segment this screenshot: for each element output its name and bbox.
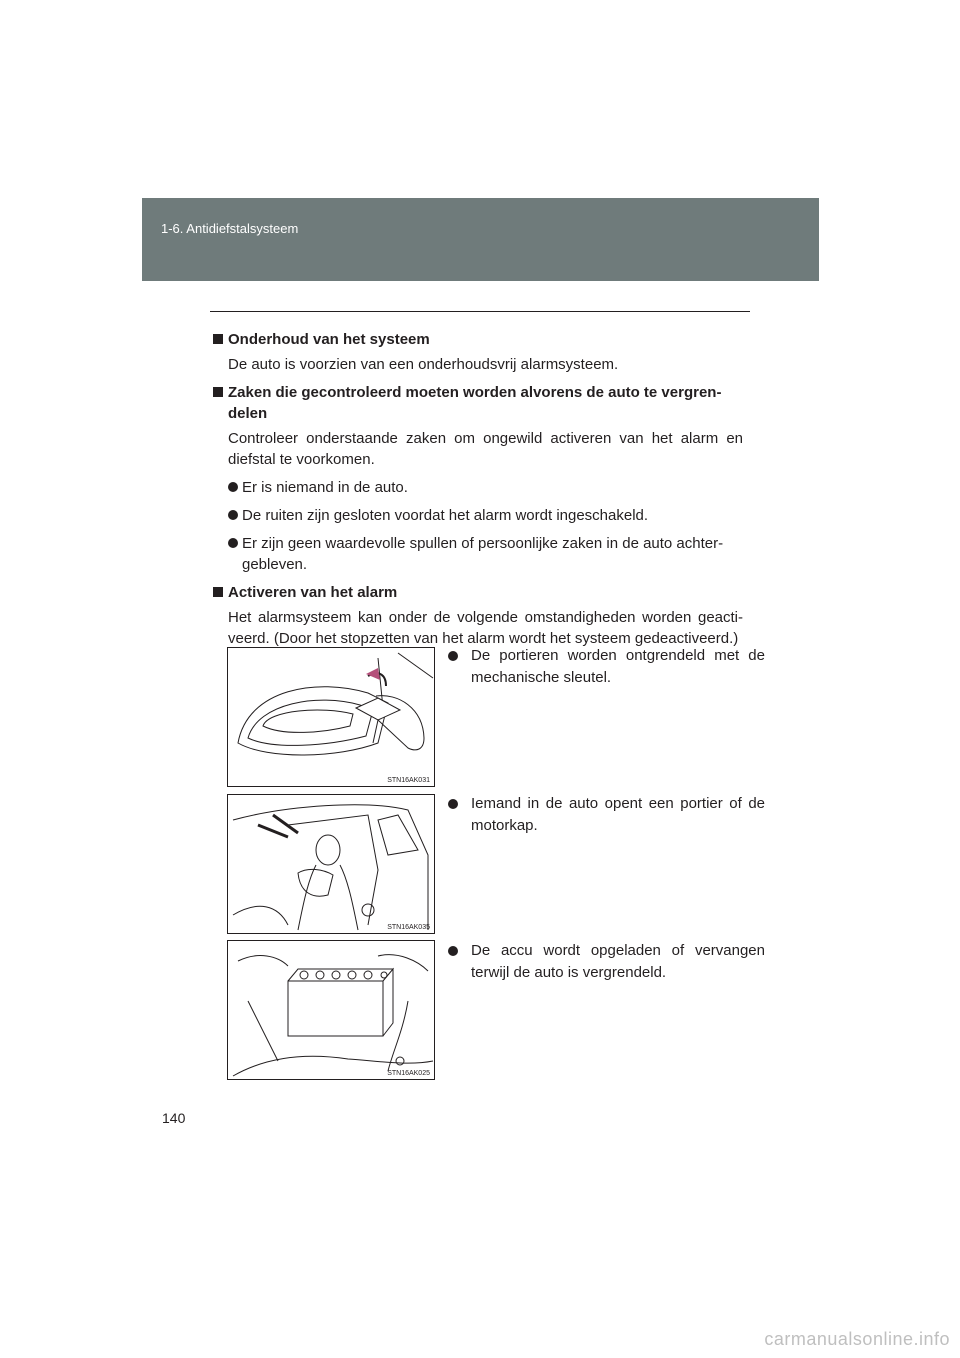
figure-code: STN16AK031 [387, 777, 430, 784]
list-item [213, 505, 743, 526]
figure-code: STN16AK025 [387, 1070, 430, 1077]
section-title: 1-6. Antidiefstalsysteem [161, 221, 299, 236]
round-bullet-icon [228, 482, 238, 492]
figure-caption [448, 645, 765, 689]
list-item-text: Er is niemand in de auto. [242, 479, 408, 496]
list-item [213, 477, 743, 498]
paragraph: De auto is voorzien van een onderhoudsvrij alarmsysteem. [228, 356, 619, 373]
watermark: carmanualsonline.info [764, 1329, 950, 1349]
round-bullet-icon [448, 651, 458, 661]
round-bullet-icon [228, 538, 238, 548]
figure-caption-text: De accu wordt opgeladen of vervangen terwijl de auto is vergrendeld. [471, 942, 765, 981]
square-bullet-icon [213, 387, 223, 397]
paragraph: Controleer onderstaande zaken om ongewild activeren van het alarm en diefstal te voorkomen. [228, 430, 743, 468]
figure-battery [227, 940, 435, 1080]
figure-caption [448, 793, 765, 837]
paragraph: Het alarmsysteem kan onder de volgende omstandigheden worden geacti-veerd. (Door het stopzetten van het alarm wordt het systeem gedeactiveerd.) [228, 609, 743, 647]
door-handle-key-illustration [228, 648, 434, 786]
figure-caption [448, 940, 765, 984]
square-bullet-icon [213, 334, 223, 344]
heading-onderhoud [213, 329, 743, 350]
figure-code: STN16AK035 [387, 924, 430, 931]
battery-replacement-illustration [228, 941, 434, 1079]
section-header-band [142, 198, 819, 281]
figure-caption-text: Iemand in de auto opent een portier of de motorkap. [471, 795, 765, 834]
round-bullet-icon [448, 799, 458, 809]
list-item-text: De ruiten zijn gesloten voordat het alarm wordt ingeschakeld. [242, 507, 649, 524]
heading-controle [213, 382, 743, 424]
square-bullet-icon [213, 587, 223, 597]
heading-text: Activeren van het alarm [228, 584, 398, 601]
heading-activeren [213, 582, 743, 603]
heading-text: Zaken die gecontroleerd moeten worden alvorens de auto te vergren-delen [228, 384, 722, 422]
figure-person-in-car [227, 794, 435, 934]
person-in-car-illustration [228, 795, 434, 933]
list-item [213, 533, 743, 575]
figure-door-handle [227, 647, 435, 787]
figure-caption-text: De portieren worden ontgrendeld met de mechanische sleutel. [471, 647, 765, 686]
round-bullet-icon [448, 946, 458, 956]
heading-text: Onderhoud van het systeem [228, 331, 430, 348]
page-number: 140 [162, 1110, 186, 1126]
main-content [213, 329, 743, 649]
round-bullet-icon [228, 510, 238, 520]
divider-rule [210, 311, 750, 312]
list-item-text: Er zijn geen waardevolle spullen of persoonlijke zaken in de auto achter-gebleven. [242, 535, 724, 573]
